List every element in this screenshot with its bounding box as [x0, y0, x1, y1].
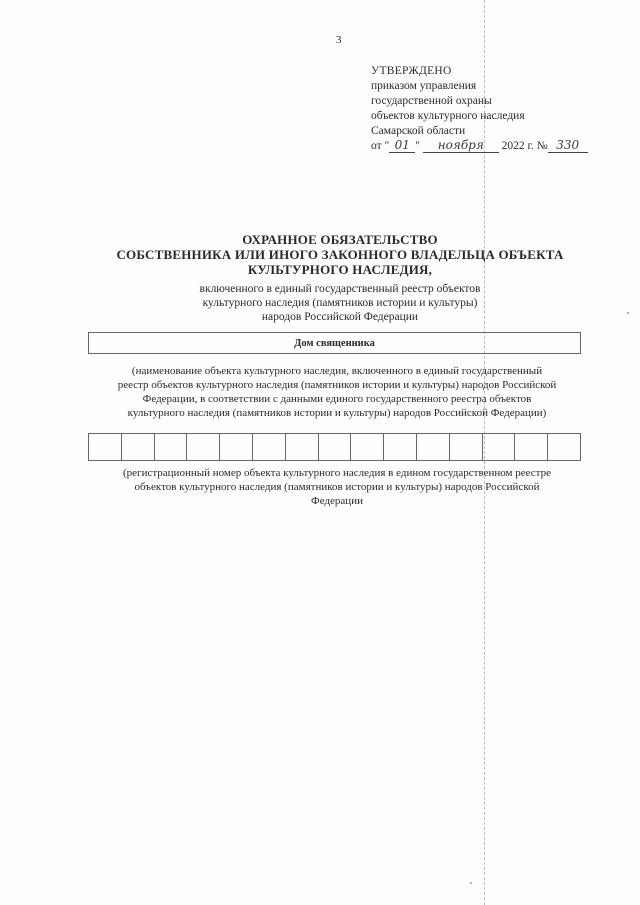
date-quote: " — [415, 140, 420, 152]
caption-line: культурного наследия (памятников истории и культуры) народов Российской Федерации) — [127, 407, 547, 419]
caption-line: Федерации, в соответствии с данными единого государственного реестра объектов — [142, 393, 532, 405]
registration-number-cell — [89, 434, 122, 460]
registration-number-cell — [187, 434, 220, 460]
registration-number-cell — [122, 434, 155, 460]
caption-line: объектов культурного наследия (памятников истории и культуры) народов Российской — [134, 481, 540, 493]
document-subheading — [80, 282, 600, 324]
heading-line: ОХРАННОЕ ОБЯЗАТЕЛЬСТВО — [242, 232, 438, 247]
approval-stamp-block — [371, 64, 588, 154]
scan-speck — [627, 312, 629, 314]
date-year: 2022 г. № — [501, 140, 548, 152]
document-heading — [80, 232, 600, 277]
caption-line: реестр объектов культурного наследия (памятников истории и культуры) народов Российской — [117, 379, 557, 391]
approval-line: Самарской области — [371, 125, 466, 137]
caption-line: Федерации — [311, 495, 363, 507]
registration-number-cell — [286, 434, 319, 460]
scan-speck — [470, 882, 472, 884]
registration-number-caption — [96, 466, 578, 508]
date-day-handwritten: 01 — [389, 139, 415, 153]
registration-number-cell — [319, 434, 352, 460]
registration-number-cell — [155, 434, 188, 460]
registration-number-cell — [548, 434, 580, 460]
approval-line: объектов культурного наследия — [371, 110, 525, 122]
subheading-line: культурного наследия (памятников истории и культуры) — [202, 297, 478, 309]
order-number-handwritten: 330 — [548, 139, 588, 153]
approval-title: УТВЕРЖДЕНО — [371, 65, 452, 77]
object-name-field — [88, 332, 581, 354]
date-month-handwritten: ноября — [423, 139, 499, 153]
registration-number-cell — [417, 434, 450, 460]
approval-line: государственной охраны — [371, 95, 492, 107]
caption-line: (регистрационный номер объекта культурного наследия в едином государственном реестре — [123, 467, 551, 479]
registration-number-cell — [253, 434, 286, 460]
registration-number-cell — [220, 434, 253, 460]
object-name-value: Дом священника — [294, 337, 375, 349]
registration-number-cell — [483, 434, 516, 460]
registration-number-cell — [384, 434, 417, 460]
caption-line: (наименование объекта культурного наследия, включенного в единый государственный — [131, 365, 543, 377]
page-number: 3 — [336, 34, 342, 46]
registration-number-grid — [88, 433, 581, 461]
approval-line: приказом управления — [371, 80, 477, 92]
object-name-caption — [96, 364, 578, 420]
date-prefix: от " — [371, 140, 390, 152]
approval-date-line — [371, 139, 588, 154]
subheading-line: народов Российской Федерации — [261, 311, 419, 323]
registration-number-cell — [450, 434, 483, 460]
heading-line: СОБСТВЕННИКА ИЛИ ИНОГО ЗАКОННОГО ВЛАДЕЛЬЦА ОБЪЕКТА — [116, 247, 564, 262]
heading-line: КУЛЬТУРНОГО НАСЛЕДИЯ, — [247, 262, 433, 277]
registration-number-cell — [515, 434, 548, 460]
subheading-line: включенного в единый государственный реестр объектов — [199, 283, 481, 295]
registration-number-cell — [351, 434, 384, 460]
